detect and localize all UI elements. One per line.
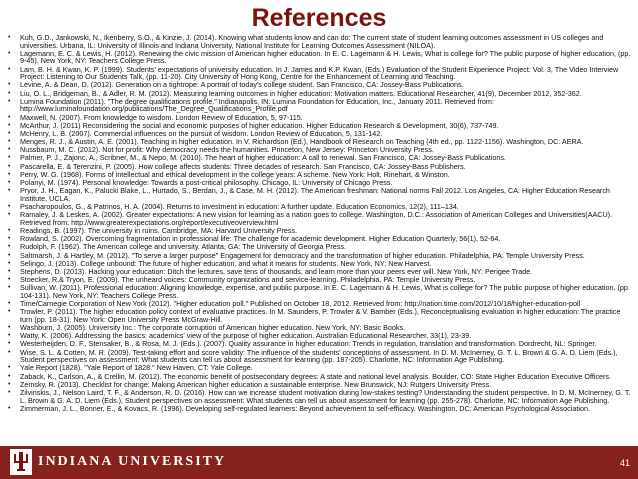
- logo-text: INDIANA UNIVERSITY: [38, 454, 227, 469]
- reference-item: • Sullivan, W. (2011). Professional education: Aligning knowledge, expertise, and public purpose. In E. C. Lagemann & H. Lewis, What is college for? The public purpose of higher education, (pp. 104-131). New York, NY: Teachers College Press.: [8, 284, 634, 299]
- reference-item: • Ramaley, J. & Leskes, A. (2002). Greater expectations: A new vision for learning as a nation goes to college. Washington, D.C.: Association of American Colleges and Universities(AACU). Retrieved from: http://www.greaterexpectations.org/report/executiveoverview.html: [8, 211, 634, 226]
- reference-item: • Menges, R. J., & Austin, A. E. (2001). Teaching in higher education. In V. Richardson (Ed.), Handbook of Research on Teaching (4th ed., pp. 1122-1156). Washington, DC: AERA.: [8, 138, 634, 146]
- reference-item: • Liu, O. L., Bridgeman, B., & Adler, R. M. (2012). Measuring learning outcomes in higher education: Motivation matters. Educational Researcher, 41(9), December 2012, 352-362.: [8, 90, 634, 98]
- reference-item: • Zilvinskis, J., Nelson Laird, T. F., & Anderson, R. D. (2016). How can we increase student motivation during low-stakes testing? Understanding the student perspective. In D. M. McInerney, G. T. L. Brown & G. A. D. Liem (Eds.), Student perspectives on assessment: What students can tell us about assessment for learning (pp. 255-278). Charlotte, NC: Information Age Publishing.: [8, 389, 634, 404]
- reference-item: • Lam, B. H. & Kwan, K. P. (1999). Students' expectations of university education. In J. James and K.P. Kwan, (Eds.) Evaluation of the Student Experience Project: Vol. 3, The Video Interview Project: Listening to Our Students Talk, (pp. 11-20). City University of Hong Kong, Centre for the Enhancement of Learning and Teaching.: [8, 66, 634, 81]
- page-number: 41: [619, 458, 630, 468]
- reference-item: • Polanyi, M. (1974). Personal knowledge: Towards a post-critical philosophy. Chicago, IL: University of Chicago Press.: [8, 179, 634, 187]
- reference-item: • Levine, A. & Dean, D. (2012). Generation on a tightrope: A portrait of today's college student. San Francisco, CA: Jossey-Bass Publications.: [8, 81, 634, 89]
- reference-item: • Readings, B. (1997). The university in ruins. Cambridge, MA: Harvard University Press.: [8, 227, 634, 235]
- reference-item: • Zimmerman, J. L., Bonner, E., & Kovacs, R. (1996). Developing self-regulated learners: Beyond achievement to self-efficacy. Washington, DC: American Psychological Association.: [8, 405, 634, 413]
- reference-item: • Pryor, J. H., Eagan, K., Palucki Blake, L., Hurtado, S., Berdan, J., & Case, M. H. (2012). The American freshman: National norms Fall 2012. Los Angeles, CA: Higher Education Research Institute, UCLA.: [8, 187, 634, 202]
- reference-item: • Wise, S. L. & Cotten, M. R. (2009). Test-taking effort and score validity: The influence of the students' conceptions of assessment. In D. M. McInerney, G. T. L. Brown & G. A. D. Liem (Eds.), Student perspectives on assessment: What students can tell us about assessment for learning (pp. 187-205). Charlotte, NC: Information Age Publishing.: [8, 349, 634, 364]
- reference-item: • Trowler, P. (2011). The higher education policy context of evaluative practices. In M. Saunders, P. Trowler & V. Bamber (Eds.), Reconceptualising evaluation in higher education: The practice turn (pp. 18-31). New York: Open University Press McGraw-Hill.: [8, 308, 634, 323]
- trident-logo-icon: [10, 449, 32, 475]
- page-title: References: [251, 4, 387, 32]
- reference-item: • McArthur, J. (2011) Reconsidering the social and economic purposes of higher education. Higher Education Research & Development, 30(6), 737-749.: [8, 122, 634, 130]
- reference-item: • Maxwell, N. (2007). From knowledge to wisdom. London Review of Education, 5, 97-115.: [8, 114, 634, 122]
- reference-item: • Lagemann, E. C. & Lewis, H. (2012). Renewing the civic mission of American higher education. In E. C. Lagemann & H. Lewis, What is college for? The public purpose of higher education, (pp. 9-45). New York, NY: Teachers College Press.: [8, 50, 634, 65]
- university-logo: [10, 447, 226, 477]
- reference-item: • Yale Report (1828). "Yale Report of 1828." New Haven, CT: Yale College.: [8, 364, 634, 372]
- reference-item: • Kuh, G.D., Jankowski, N., Ikenberry, S.O., & Kinzie, J. (2014). Knowing what students know and can do: The current state of student learning outcomes assessment in US colleges and universities. Urbana, IL: University of Illinois and Indiana University, National Institute for Learning Outcomes Assessment (NILOA).: [8, 34, 634, 49]
- reference-item: • Rudolph, F. (1962). The American college and university. Atlanta, GA: The University of Georgia Press.: [8, 243, 634, 251]
- reference-item: • Palmer, P. J., Zajonc, A., Scribner, M., & Nepo, M. (2010). The heart of higher education: A call to renewal. San Francisco, CA: Jossey-Bass Publications.: [8, 154, 634, 162]
- reference-item: • Saltmarsh, J. & Hartley, M. (2012). "To serve a larger purpose" Engagement for democracy and the transformation of higher education. Philadelphia, PA: Temple University Press.: [8, 252, 634, 260]
- reference-list: [8, 34, 634, 413]
- reference-item: • Selingo, J. (2013). College unbound: The future of higher education, and what it means for students. New York, NY: New Harvest.: [8, 260, 634, 268]
- reference-item: • Stoecker, R.& Tryon, E. (2009). The unheard voices: Community organizations and service-learning. Philadelphia, PA: Temple University Press.: [8, 276, 634, 284]
- reference-item: • Stephens, D. (2013). Hacking your education: Ditch the lectures, save tens of thousands, and learn more than your peers ever will. New York, NY: Perigee Trade.: [8, 268, 634, 276]
- reference-item: • Nussbaum, M. C. (2012). Not for profit: Why democracy needs the humanities. Princeton, New Jersey: Princeton University Press.: [8, 146, 634, 154]
- reference-item: • McHenry, L. B. (2007). Commercial influences on the pursuit of wisdom. London Review of Education, 5, 131-142.: [8, 130, 634, 138]
- reference-item: • Zemsky, R. (2013). Checklist for change: Making American higher education a sustainable enterprise. New Brunswick, NJ: Rutgers University Press.: [8, 381, 634, 389]
- reference-item: • Lumina Foundation (2011). "The degree qualifications profile." Indianapolis, IN: Lumina Foundation for Education, Inc., January 2011. Retrieved from: http://www.luminafoundation.org/publications/The_Degree_Qualifications_Profile.pdf: [8, 98, 634, 113]
- reference-item: • Psacharopoulos, G., & Patrinos, H. A. (2004). Returns to investment in education: A further update. Education Economics, 12(2), 111–134.: [8, 203, 634, 211]
- reference-item: • Washburn, J. (2005). University Inc.: The corporate corruption of American higher education. New York, NY: Basic Books.: [8, 324, 634, 332]
- reference-item: • Westerheijden, D. F., Stensaker, B., & Rosa, M. J. (Eds.). (2007). Quality assurance in higher education: Trends in regulation, translation and transformation. Dordrecht, NL: Springer.: [8, 340, 634, 348]
- reference-item: • Rowland, S. (2002). Overcoming fragmentation in professional life: The challenge for academic development. Higher Education Quarterly, 56(1), 52-64.: [8, 235, 634, 243]
- reference-item: • Zaback, K., Carlson, A., & Crellin, M. (2012). The economic benefit of postsecondary degrees: A state and national level analysis. Boulder, CO: State Higher Education Executive Officers.: [8, 373, 634, 381]
- reference-item: • Pascarella, E. & Terenzini, P. (2005). How college affects students: Three decades of research. San Francisco, CA: Jossey-Bass Publishers.: [8, 163, 634, 171]
- reference-item: • Watty, K. (2006). Addressing the basics: academics' view of the purpose of higher education. Australian Educational Researcher, 33(1), 23-39.: [8, 332, 634, 340]
- reference-item: • Perry, W. G. (1968). Forms of intellectual and ethical development in the college years: A scheme. New York: Holt, Rinehart, & Winston.: [8, 171, 634, 179]
- reference-item: • Time/Carnegie Corporation of New York (2012). "Higher education poll." Published on October 18, 2012. Retrieved from: http://nation.time.com/2012/10/18/higher-education-poll: [8, 300, 634, 308]
